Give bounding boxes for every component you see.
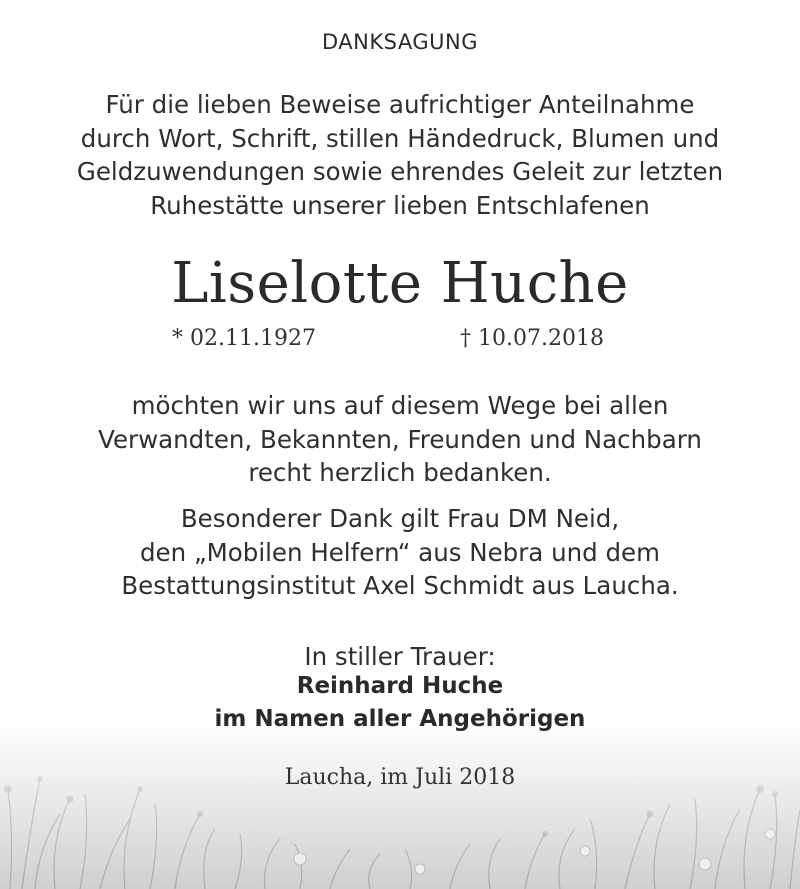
intro-line: Für die lieben Beweise aufrichtiger Anteilnahme	[105, 90, 695, 119]
on-behalf-line: im Namen aller Angehörigen	[214, 706, 586, 732]
deceased-name: Liselotte Huche	[171, 251, 629, 316]
intro-line: Ruhestätte unserer lieben Entschlafenen	[150, 190, 650, 220]
notice-heading: DANKSAGUNG	[322, 30, 478, 54]
special-thanks-paragraph	[0, 502, 800, 603]
mourning-intro: In stiller Trauer:	[304, 642, 496, 671]
intro-line: Geldzuwendungen sowie ehrendes Geleit zur letzten	[76, 157, 724, 186]
thanks-line: möchten wir uns auf diesem Wege bei allen	[131, 391, 669, 420]
special-thanks-line: Bestattungsinstitut Axel Schmidt aus Laucha.	[121, 571, 679, 600]
thanks-line: recht herzlich bedanken.	[248, 458, 552, 487]
meadow-flowers-image	[0, 719, 800, 889]
thanks-line: Verwandten, Bekannten, Freunden und Nachbarn	[98, 424, 702, 454]
birth-date: * 02.11.1927	[172, 326, 316, 351]
signer-name: Reinhard Huche	[296, 673, 504, 699]
intro-line: durch Wort, Schrift, stillen Händedruck, Blumen und	[80, 123, 720, 153]
intro-paragraph	[0, 88, 800, 222]
special-thanks-line: Besonderer Dank gilt Frau DM Neid,	[180, 504, 620, 533]
death-date: † 10.07.2018	[460, 326, 604, 351]
thanks-paragraph	[0, 389, 800, 490]
place-date: Laucha, im Juli 2018	[284, 765, 516, 790]
special-thanks-line: den „Mobilen Helfern“ aus Nebra und dem	[140, 537, 660, 567]
